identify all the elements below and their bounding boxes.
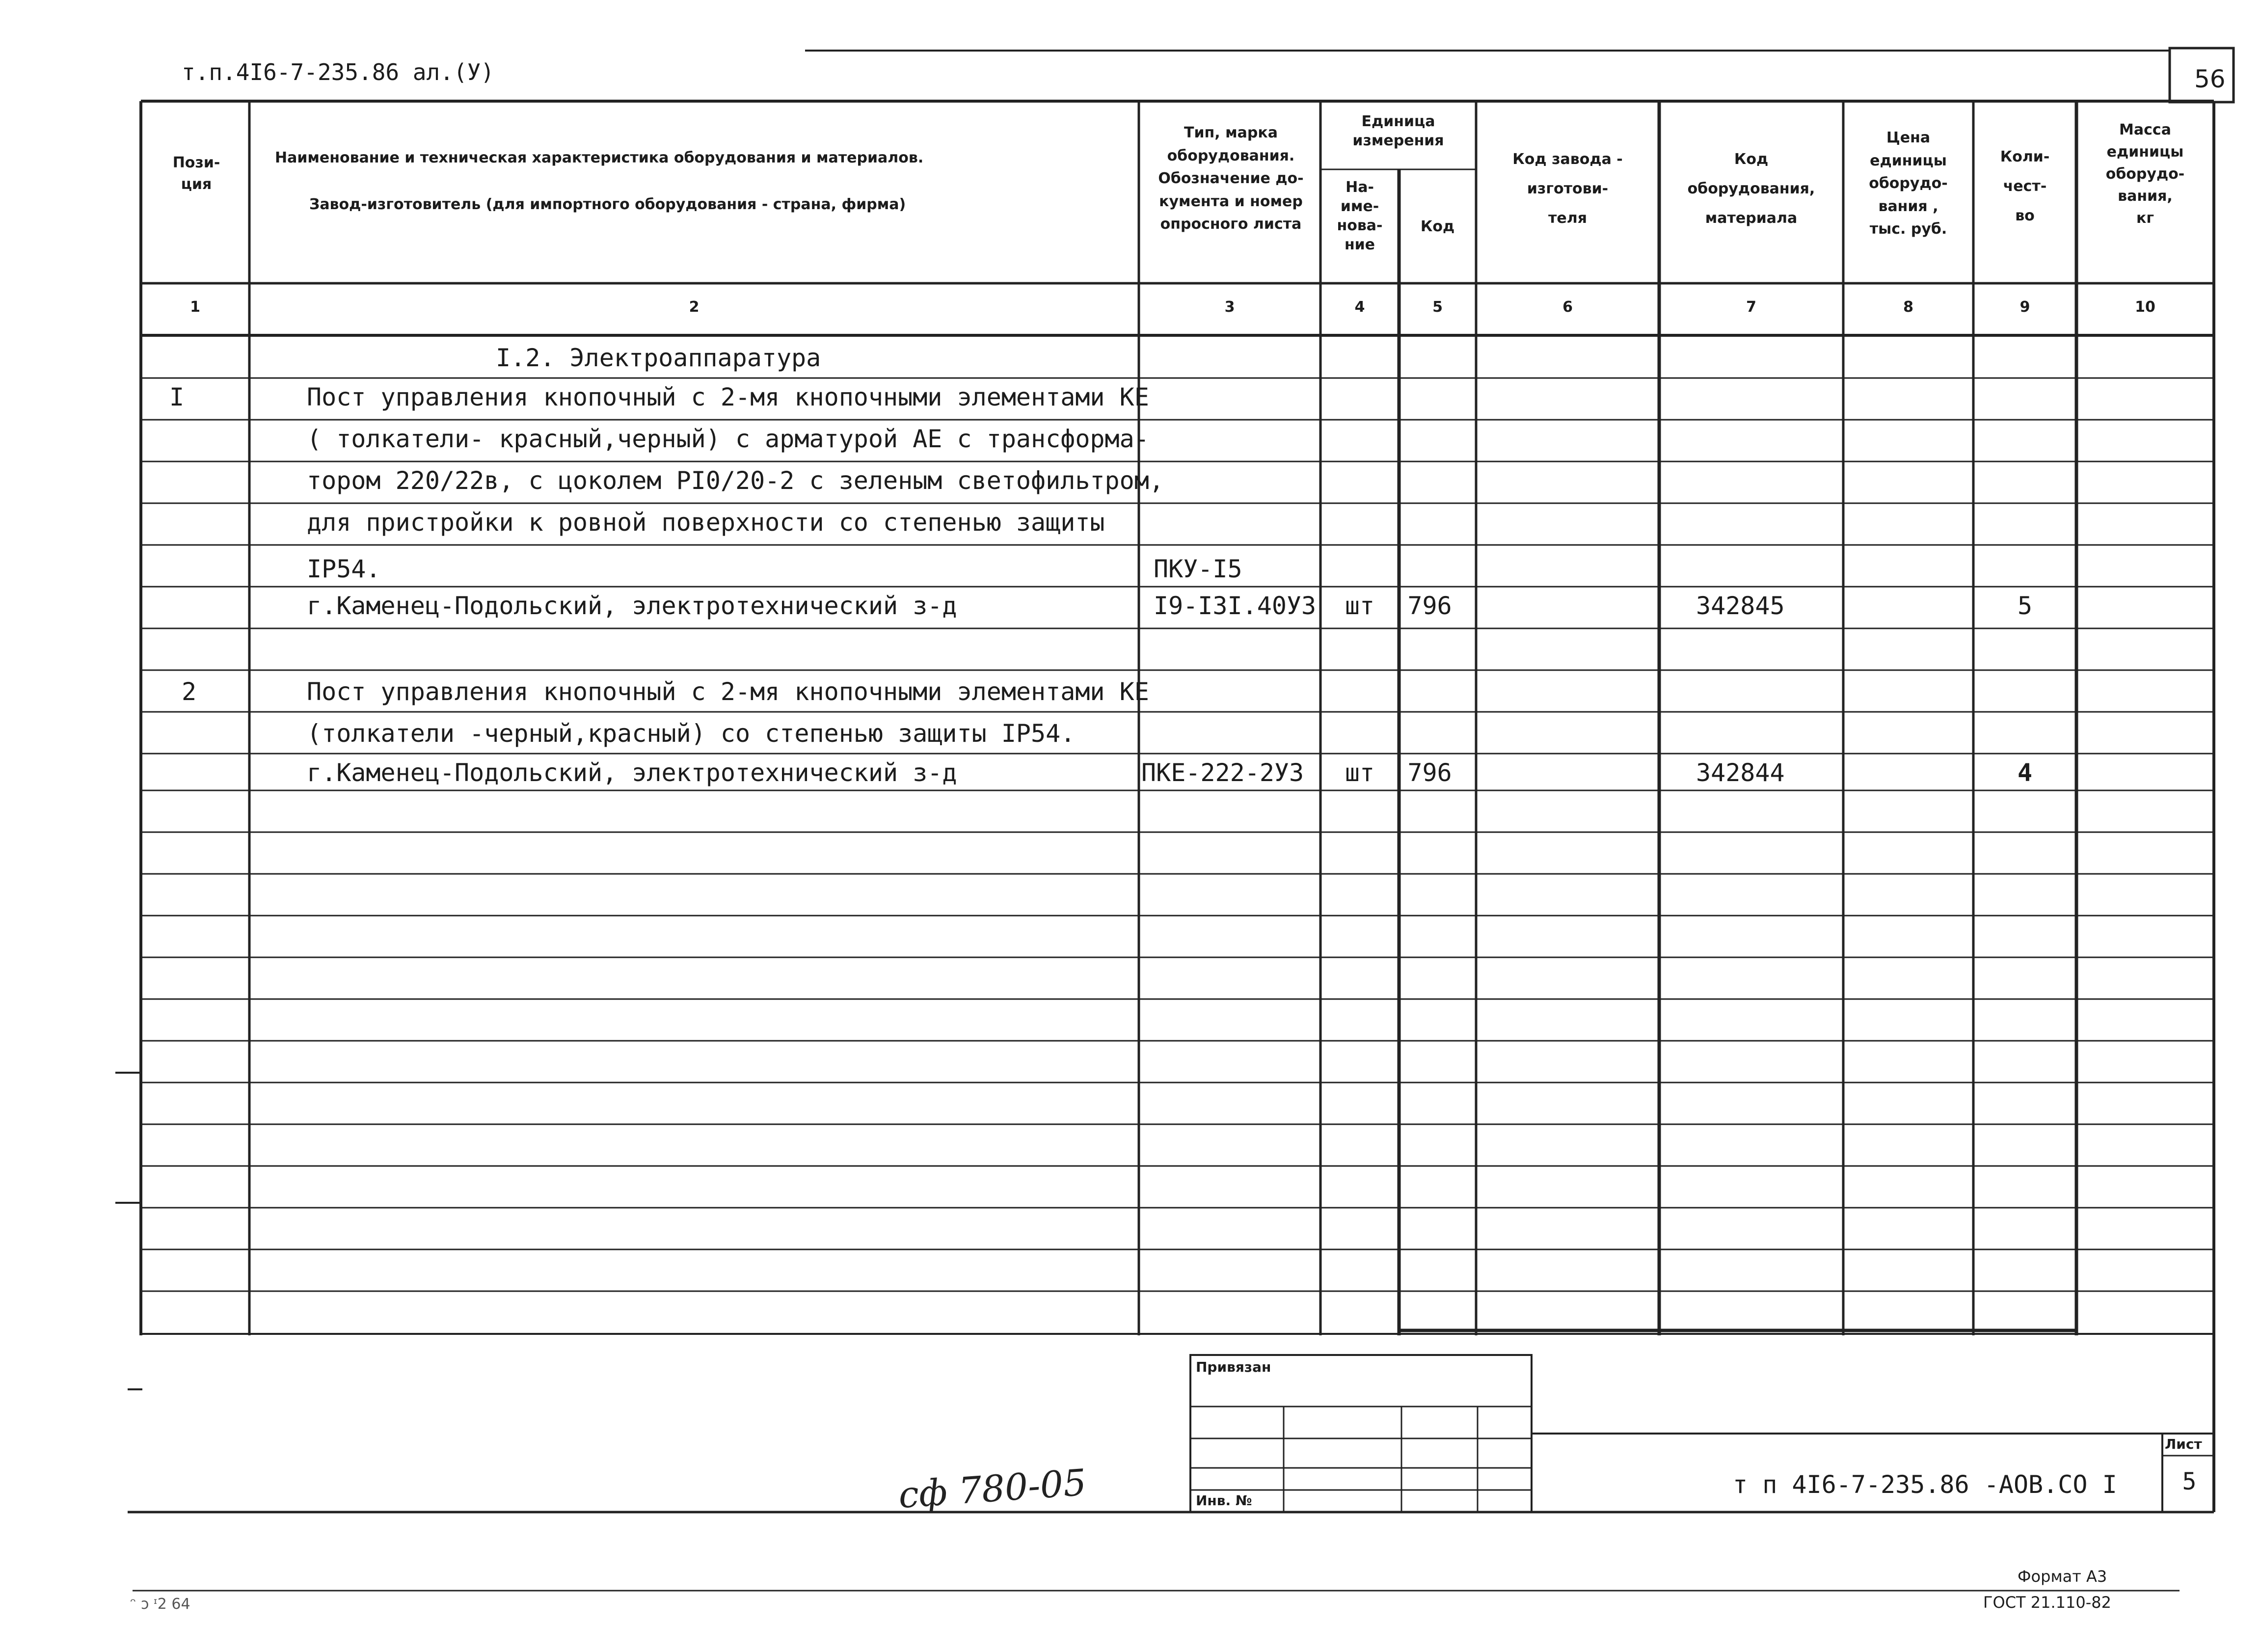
col-header-mass: Масса единицы оборудо- вания, кг — [2105, 121, 2185, 227]
item-2-unit-code: 796 — [1407, 758, 1452, 787]
col-header-price: Цена единицы оборудо- вания , тыс. руб. — [1869, 129, 1948, 238]
col-header-type: Тип, марка оборудования. Обозначение до- кумента и номер опросного листа — [1158, 124, 1304, 233]
item-1-line-1: Пост управления кнопочный с 2-мя кнопочными элементами КЕ — [307, 383, 1149, 411]
item-1-quantity: 5 — [2017, 592, 2033, 620]
col-header-equipment-code: Код оборудования, материала — [1687, 151, 1815, 227]
item-2-unit-name: шт — [1345, 758, 1375, 787]
item-1-document: I9-I3I.40УЗ — [1154, 592, 1317, 620]
section-title: I.2. Электроаппаратура — [496, 344, 821, 372]
item-1-position: I — [169, 383, 185, 411]
col-header-unit-name: На- име- нова- ние — [1337, 179, 1383, 253]
col-number-7: 7 — [1746, 298, 1756, 316]
col-header-name-line2: Завод-изготовитель (для импортного оборудования - страна, фирма) — [309, 196, 906, 213]
col-number-4: 4 — [1354, 298, 1365, 316]
col-number-9: 9 — [2019, 298, 2030, 316]
item-2-line-3: г.Каменец-Подольский, электротехнический з-д — [307, 758, 957, 787]
document-designation: т п 4I6-7-235.86 -АОВ.СО I — [1733, 1470, 2117, 1499]
item-2-type: ПКЕ-222-2УЗ — [1141, 758, 1304, 787]
item-1-line-5: IP54. — [307, 555, 381, 583]
col-header-unit-group: Единица измерения — [1352, 113, 1444, 149]
col-number-1: 1 — [190, 298, 200, 316]
gost-label: ГОСТ 21.110-82 — [1983, 1593, 2111, 1612]
col-number-8: 8 — [1903, 298, 1913, 316]
col-header-plant-code: Код завода - изготови- теля — [1512, 151, 1623, 227]
item-1-unit-code: 796 — [1407, 592, 1452, 620]
attached-label: Привязан — [1196, 1359, 1271, 1375]
item-2-quantity: 4 — [2017, 758, 2033, 787]
sheet-label: Лист — [2165, 1436, 2202, 1452]
page-number: 56 — [2194, 65, 2226, 93]
inventory-number-label: Инв. № — [1196, 1492, 1252, 1509]
item-1-unit-name: шт — [1345, 592, 1375, 620]
item-2-equipment-code: 342844 — [1696, 758, 1785, 787]
item-1-equipment-code: 342845 — [1696, 592, 1785, 620]
col-header-name-line1: Наименование и техническая характеристика оборудования и материалов. — [275, 149, 924, 166]
corner-note: ᵔ ɔ ᶦ2 64 — [130, 1596, 190, 1613]
item-2-line-1: Пост управления кнопочный с 2-мя кнопочными элементами КЕ — [307, 677, 1149, 706]
handwritten-note: сф 780-05 — [897, 1461, 1088, 1517]
item-1-line-3: тором 220/22в, с цоколем РI0/20-2 с зеленым светофильтром, — [307, 466, 1164, 495]
col-header-quantity: Коли- чест- во — [2000, 148, 2050, 224]
item-1-line-4: для пристройки к ровной поверхности со степенью защиты — [307, 508, 1105, 537]
doc-reference: т.п.4I6-7-235.86 ал.(У) — [182, 59, 494, 85]
col-number-5: 5 — [1432, 298, 1443, 316]
item-1-type: ПКУ-I5 — [1154, 555, 1242, 583]
item-1-line-2: ( толкатели- красный,черный) с арматурой АЕ с трансформа- — [307, 425, 1149, 453]
col-number-10: 10 — [2135, 298, 2155, 316]
format-label: Формат А3 — [2018, 1567, 2107, 1586]
col-header-position: Пози- ция — [172, 154, 220, 193]
item-2-position: 2 — [182, 677, 197, 706]
col-header-unit-code: Код — [1420, 218, 1455, 235]
item-1-line-6: г.Каменец-Подольский, электротехнический з-д — [307, 592, 957, 620]
col-number-6: 6 — [1562, 298, 1573, 316]
col-number-2: 2 — [689, 298, 700, 316]
item-2-line-2: (толкатели -черный,красный) со степенью защиты IP54. — [307, 719, 1076, 748]
sheet-number: 5 — [2182, 1468, 2197, 1495]
col-number-3: 3 — [1224, 298, 1235, 316]
